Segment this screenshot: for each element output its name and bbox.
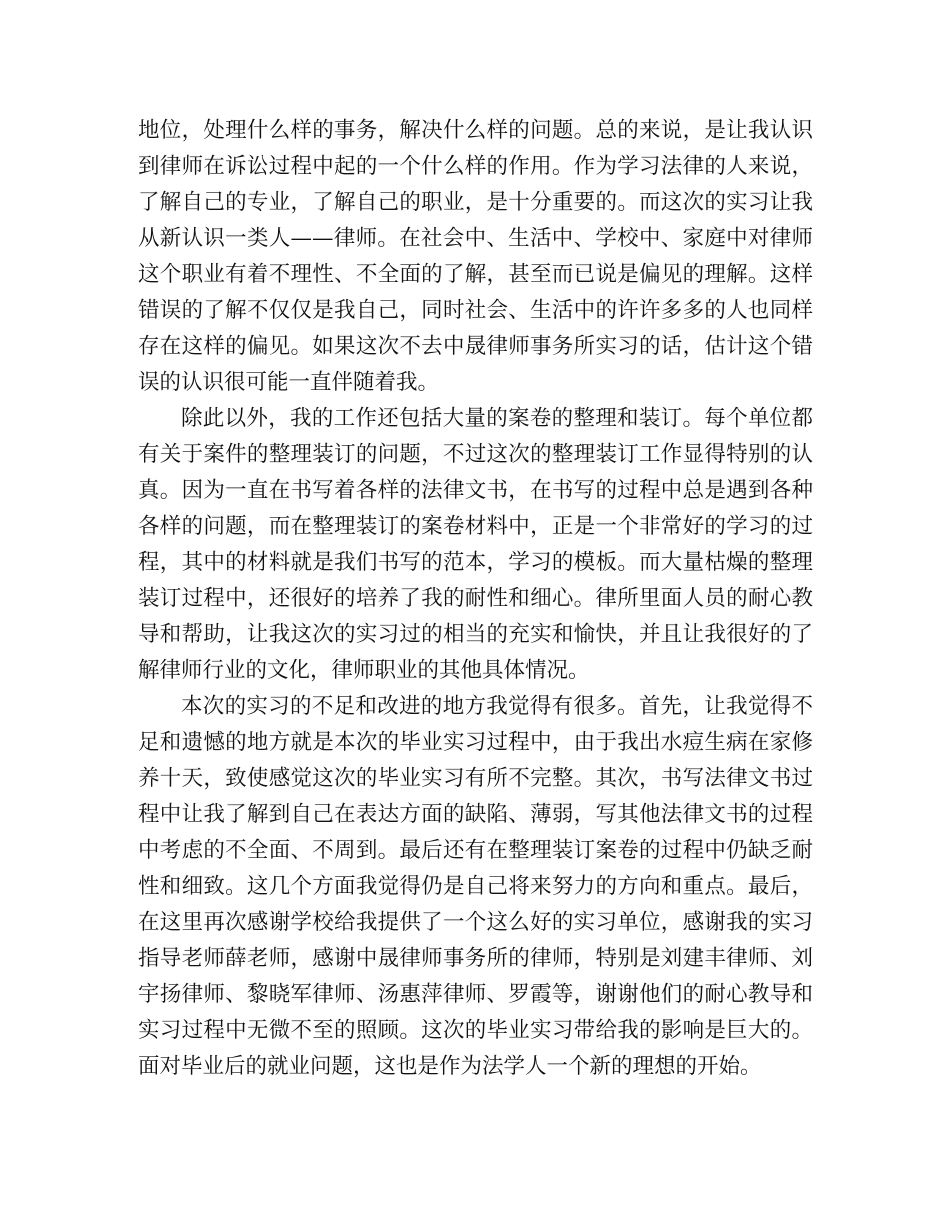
text-line: 真。因为一直在书写着各样的法律文书，在书写的过程中总是遇到各种 xyxy=(138,478,813,503)
text-line: 这个职业有着不理性、不全面的了解，甚至而已说是偏见的理解。这样 xyxy=(138,262,813,287)
text-line: 到律师在诉讼过程中起的一个什么样的作用。作为学习法律的人来说， xyxy=(138,154,813,179)
text-line: 装订过程中，还很好的培养了我的耐性和细心。律所里面人员的耐心教 xyxy=(138,586,813,611)
text-line: 有关于案件的整理装订的问题，不过这次的整理装订工作显得特别的认 xyxy=(138,442,813,467)
text-line: 存在这样的偏见。如果这次不去中晟律师事务所实习的话，估计这个错 xyxy=(138,334,813,359)
text-line: 指导老师薛老师，感谢中晟律师事务所的律师，特别是刘建丰律师、刘 xyxy=(138,946,813,971)
text-line: 从新认识一类人——律师。在社会中、生活中、学校中、家庭中对律师 xyxy=(138,226,813,251)
text-line: 了解自己的专业，了解自己的职业，是十分重要的。而这次的实习让我 xyxy=(138,190,813,215)
text-line: 面对毕业后的就业问题，这也是作为法学人一个新的理想的开始。 xyxy=(138,1054,762,1079)
text-line: 除此以外，我的工作还包括大量的案卷的整理和装订。每个单位都 xyxy=(181,406,813,431)
paragraph xyxy=(138,689,813,1085)
paragraph xyxy=(138,401,813,689)
text-line: 错误的了解不仅仅是我自己，同时社会、生活中的许许多多的人也同样 xyxy=(138,298,813,323)
text-line: 导和帮助，让我这次的实习过的相当的充实和愉快，并且让我很好的了 xyxy=(138,622,813,647)
text-line: 解律师行业的文化，律师职业的其他具体情况。 xyxy=(138,658,590,683)
text-line: 在这里再次感谢学校给我提供了一个这么好的实习单位，感谢我的实习 xyxy=(138,910,813,935)
document-page xyxy=(138,113,813,1085)
text-line: 本次的实习的不足和改进的地方我觉得有很多。首先，让我觉得不 xyxy=(181,694,813,719)
text-line: 宇扬律师、黎晓军律师、汤惠萍律师、罗霞等，谢谢他们的耐心教导和 xyxy=(138,982,813,1007)
text-line: 各样的问题，而在整理装订的案卷材料中，正是一个非常好的学习的过 xyxy=(138,514,813,539)
text-line: 误的认识很可能一直伴随着我。 xyxy=(138,370,440,395)
text-line: 地位，处理什么样的事务，解决什么样的问题。总的来说，是让我认识 xyxy=(138,118,813,143)
text-line: 程中让我了解到自己在表达方面的缺陷、薄弱，写其他法律文书的过程 xyxy=(138,802,813,827)
text-line: 性和细致。这几个方面我觉得仍是自己将来努力的方向和重点。最后， xyxy=(138,874,813,899)
paragraph xyxy=(138,113,813,401)
text-line: 实习过程中无微不至的照顾。这次的毕业实习带给我的影响是巨大的。 xyxy=(138,1018,813,1043)
text-line: 程，其中的材料就是我们书写的范本，学习的模板。而大量枯燥的整理 xyxy=(138,550,813,575)
text-line: 养十天，致使感觉这次的毕业实习有所不完整。其次，书写法律文书过 xyxy=(138,766,813,791)
text-line: 足和遗憾的地方就是本次的毕业实习过程中，由于我出水痘生病在家修 xyxy=(138,730,813,755)
text-line: 中考虑的不全面、不周到。最后还有在整理装订案卷的过程中仍缺乏耐 xyxy=(138,838,813,863)
